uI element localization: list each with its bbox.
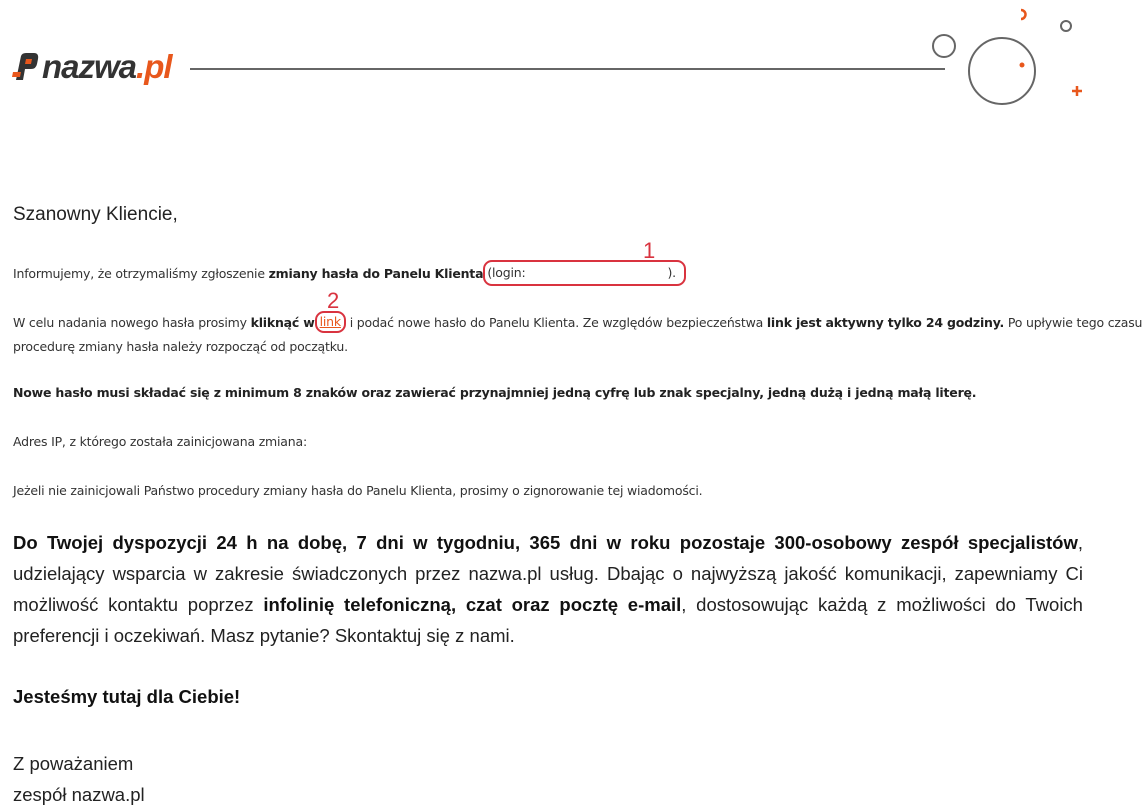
support-bold-team: Do Twojej dyspozycji 24 h na dobę, 7 dni w tygodniu, 365 dni w roku pozostaje 300-osobowy zespół specjalistów xyxy=(13,532,1078,553)
link-instruction xyxy=(13,311,1142,359)
login-label: (login: xyxy=(487,265,526,280)
support-paragraph xyxy=(13,527,1083,651)
email-header xyxy=(0,0,1091,110)
login-highlight xyxy=(483,260,686,286)
orange-arc-deco xyxy=(1021,10,1026,19)
password-rule-text: Nowe hasło musi składać się z minimum 8 znaków oraz zawierać przynajmniej jedną cyfrę lub znak specjalny, jedną dużą i jedną małą literę. xyxy=(13,385,977,400)
large-circle-deco xyxy=(969,38,1035,104)
closing-regards: Z poważaniem xyxy=(13,753,134,774)
annotation-marker-2: 2 xyxy=(327,288,340,313)
notice-bold: zmiany hasła do Panelu Klienta xyxy=(268,266,484,281)
ip-address-label: Adres IP, z którego została zainicjowana zmiana: xyxy=(13,434,307,449)
instruction-bold-expiry: link jest aktywny tylko 24 godziny. xyxy=(766,315,1005,330)
annotation-marker-1: 1 xyxy=(643,238,656,263)
login-close: ). xyxy=(667,265,676,280)
support-text-2: , dostosowując każdą z możliwości do Twoich preferencji i oczekiwań. Masz pytanie? Skontaktuj się z nami. xyxy=(13,594,1083,646)
instruction-bold-w: w xyxy=(299,315,315,330)
reset-link-highlight xyxy=(315,311,346,333)
password-change-notice xyxy=(13,261,686,287)
instruction-text-cont: procedurę zmiany hasła należy rozpocząć od początku. xyxy=(13,339,348,354)
orange-dot-deco xyxy=(1020,63,1025,68)
tiny-circle-deco xyxy=(1061,21,1071,31)
logo-main-text: nazwa xyxy=(42,48,137,85)
support-text-1: , udzielający wsparcia w zakresie świadczonych przez nazwa.pl usług. Dbając o najwyższą jakość komunikacji, zapewniamy Ci możliwość kontaktu poprzez xyxy=(13,532,1083,615)
support-tagline: Jesteśmy tutaj dla Ciebie! xyxy=(13,686,241,707)
orange-plus-deco xyxy=(1072,86,1082,96)
instruction-bold-click: kliknąć xyxy=(250,315,300,330)
notice-text: Informujemy, że otrzymaliśmy zgłoszenie xyxy=(13,266,269,281)
reset-password-link[interactable]: link xyxy=(319,314,341,329)
instruction-text-mid: i podać nowe hasło do Panelu Klienta. Ze względów bezpieczeństwa xyxy=(345,315,767,330)
greeting: Szanowny Kliencie, xyxy=(13,204,178,225)
instruction-text-post: Po upływie tego czasu xyxy=(1004,315,1142,330)
email-closing xyxy=(13,748,145,810)
header-decoration xyxy=(0,0,1091,110)
instruction-text: W celu nadania nowego hasła prosimy xyxy=(13,315,251,330)
closing-signature: zespół nazwa.pl xyxy=(13,784,145,805)
ignore-note: Jeżeli nie zainicjowali Państwo procedury zmiany hasła do Panelu Klienta, prosimy o zignorowanie tej wiadomości. xyxy=(13,483,703,498)
password-rule xyxy=(13,385,976,400)
small-circle-deco xyxy=(933,35,955,57)
support-bold-channels: infolinię telefoniczną, czat oraz pocztę e-mail xyxy=(263,594,682,615)
logo-accent-text: .pl xyxy=(136,48,172,85)
